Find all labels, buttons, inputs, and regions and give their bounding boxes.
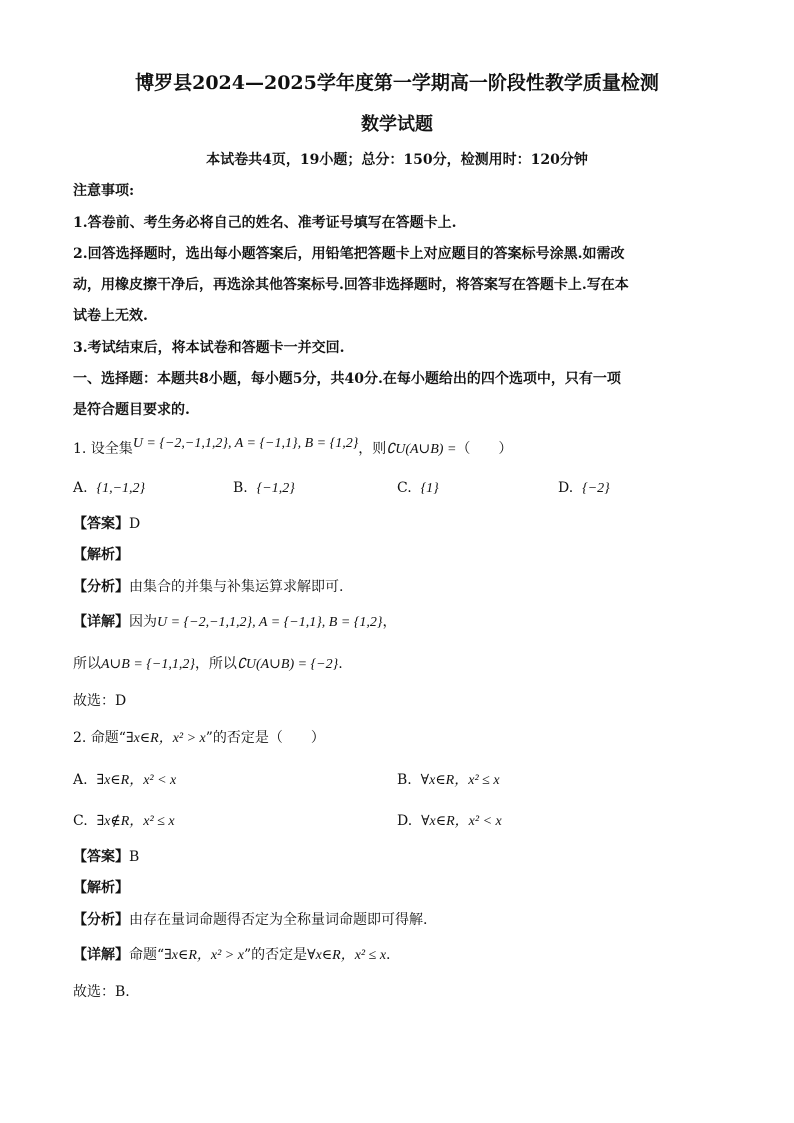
q2-option-c: C. ∃x∉R，x² ≤ x: [73, 813, 175, 829]
q1-prefix: 1. 设全集: [73, 441, 133, 457]
note-item: 试卷上无效.: [73, 308, 148, 324]
note-item: 1.答卷前、考生务必将自己的姓名、准考证号填写在答题卡上.: [73, 215, 457, 231]
q2-analysis-tag: 【解析】: [73, 880, 129, 896]
notes-heading: 注意事项:: [73, 183, 135, 199]
q2-answer: 【答案】B: [73, 849, 140, 865]
q1-conclusion: 故选：D: [73, 693, 127, 709]
question-1-stem: [73, 436, 513, 459]
exam-info: 本试卷共4页，19小题；总分：150分，检测用时：120分钟: [206, 152, 588, 168]
q1-analysis-tag: 【解析】: [73, 547, 129, 563]
note-item: 3.考试结束后，将本试卷和答题卡一并交回.: [73, 340, 345, 356]
section-heading-cont: 是符合题目要求的.: [73, 402, 190, 418]
q2-option-b: B. ∀x∈R，x² ≤ x: [397, 772, 500, 788]
q1-answer: 【答案】D: [73, 516, 141, 532]
q2-conclusion: 故选：B.: [73, 984, 130, 1000]
q1-option-d: D. {−2}: [558, 480, 610, 496]
q2-option-d: D. ∀x∈R，x² < x: [397, 813, 502, 829]
q1-derivation: 所以A∪B = {−1,1,2}，所以∁U(A∪B) = {−2}.: [73, 656, 343, 672]
q1-sets-math: U = {−2,−1,1,2}, A = {−1,1}, B = {1,2}: [132, 436, 359, 451]
q2-xiangjie: 【详解】命题“∃x∈R，x² > x”的否定是∀x∈R，x² ≤ x.: [73, 947, 391, 963]
q1-option-c: C. {1}: [397, 480, 439, 496]
q1-fenxi: 【分析】由集合的并集与补集运算求解即可.: [73, 579, 344, 595]
q2-fenxi: 【分析】由存在量词命题得否定为全称量词命题即可得解.: [73, 912, 428, 928]
q1-complement-math: ∁U(A∪B) =: [386, 442, 457, 457]
q1-xiangjie: 【详解】因为U = {−2,−1,1,2}, A = {−1,1}, B = {1,2}，: [73, 614, 397, 630]
section-heading: 一、选择题：本题共8小题，每小题5分，共40分.在每小题给出的四个选项中，只有一项: [73, 371, 621, 387]
exam-title: 博罗县2024—2025学年度第一学期高一阶段性教学质量检测: [135, 72, 659, 94]
note-item: 2.回答选择题时，选出每小题答案后，用铅笔把答题卡上对应题目的答案标号涂黑.如需改: [73, 246, 625, 262]
q1-option-b: B. {−1,2}: [233, 480, 295, 496]
q2-option-a: A. ∃x∈R，x² < x: [73, 772, 177, 788]
q1-option-a: A. {1,−1,2}: [73, 480, 146, 496]
q1-paren: （ ）: [456, 441, 513, 457]
note-item: 动，用橡皮擦干净后，再选涂其他答案标号.回答非选择题时，将答案写在答题卡上.写在本: [73, 277, 629, 293]
q1-mid: ，则: [358, 441, 387, 457]
question-2-stem: 2. 命题“∃x∈R，x² > x”的否定是（ ）: [73, 730, 325, 746]
subject-title: 数学试题: [361, 114, 433, 135]
